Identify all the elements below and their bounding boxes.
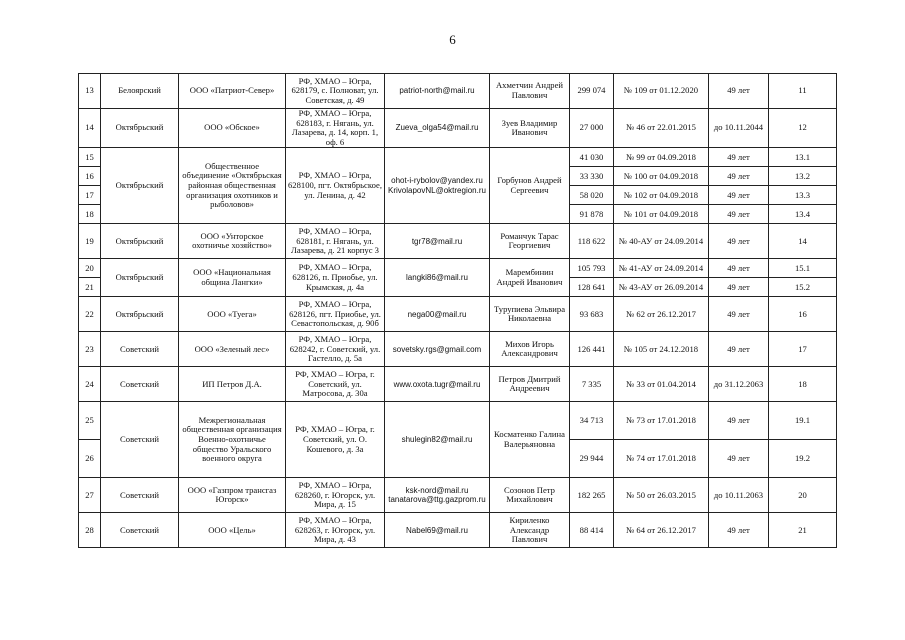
term-cell: 49 лет <box>709 167 769 186</box>
district-cell: Советский <box>101 332 179 367</box>
email-cell[interactable]: nega00@mail.ru <box>385 297 490 332</box>
map-number-cell: 16 <box>769 297 837 332</box>
map-number-cell: 18 <box>769 367 837 402</box>
agreement-cell: № 33 от 01.04.2014 <box>614 367 709 402</box>
row-number-cell: 28 <box>79 513 101 548</box>
map-number-cell: 19.1 <box>769 402 837 440</box>
map-number-cell: 19.2 <box>769 440 837 478</box>
area-cell: 41 030 <box>570 148 614 167</box>
term-cell: 49 лет <box>709 297 769 332</box>
organization-cell: ООО «Обское» <box>179 109 286 148</box>
row-number-cell: 26 <box>79 440 101 478</box>
district-cell: Октябрьский <box>101 259 179 297</box>
district-cell: Советский <box>101 478 179 513</box>
email-cell[interactable]: shulegin82@mail.ru <box>385 402 490 478</box>
area-cell: 128 641 <box>570 278 614 297</box>
table-row <box>79 259 837 278</box>
map-number-cell: 17 <box>769 332 837 367</box>
agreement-cell: № 40-АУ от 24.09.2014 <box>614 224 709 259</box>
organization-cell: ООО «Цель» <box>179 513 286 548</box>
term-cell: 49 лет <box>709 513 769 548</box>
row-number-cell: 13 <box>79 74 101 109</box>
row-number-cell: 21 <box>79 278 101 297</box>
table-row <box>79 478 837 513</box>
district-cell: Октябрьский <box>101 297 179 332</box>
map-number-cell: 13.3 <box>769 186 837 205</box>
term-cell: 49 лет <box>709 148 769 167</box>
map-number-cell: 15.2 <box>769 278 837 297</box>
address-cell: РФ, ХМАО – Югра, 628181, г. Нягань, ул. Лазарева, д. 21 корпус 3 <box>286 224 385 259</box>
table-row <box>79 148 837 167</box>
area-cell: 34 713 <box>570 402 614 440</box>
area-cell: 126 441 <box>570 332 614 367</box>
term-cell: 49 лет <box>709 74 769 109</box>
table-row <box>79 109 837 148</box>
term-cell: 49 лет <box>709 224 769 259</box>
address-cell: РФ, ХМАО – Югра, 628263, г. Югорск, ул. Мира, д. 43 <box>286 513 385 548</box>
organization-cell: ИП Петров Д.А. <box>179 367 286 402</box>
row-number-cell: 25 <box>79 402 101 440</box>
row-number-cell: 16 <box>79 167 101 186</box>
organization-cell: Общественное объединение «Октябрьская районная общественная организация охотников и рыболовов» <box>179 148 286 224</box>
term-cell: 49 лет <box>709 278 769 297</box>
head-cell: Петров Дмитрий Андреевич <box>490 367 570 402</box>
head-cell: Зуев Владимир Иванович <box>490 109 570 148</box>
head-cell: Михов Игорь Александрович <box>490 332 570 367</box>
agreement-cell: № 74 от 17.01.2018 <box>614 440 709 478</box>
organization-cell: ООО «Патриот-Север» <box>179 74 286 109</box>
area-cell: 7 335 <box>570 367 614 402</box>
district-cell: Советский <box>101 402 179 478</box>
email-cell[interactable]: sovetsky.rgs@gmail.com <box>385 332 490 367</box>
agreement-cell: № 73 от 17.01.2018 <box>614 402 709 440</box>
head-cell: Ахметчин Андрей Павлович <box>490 74 570 109</box>
district-cell: Октябрьский <box>101 109 179 148</box>
email-cell[interactable]: patriot-north@mail.ru <box>385 74 490 109</box>
district-cell: Октябрьский <box>101 224 179 259</box>
agreement-cell: № 109 от 01.12.2020 <box>614 74 709 109</box>
table-row <box>79 224 837 259</box>
email-cell[interactable]: tgr78@mail.ru <box>385 224 490 259</box>
term-cell: 49 лет <box>709 440 769 478</box>
table-row <box>79 513 837 548</box>
head-cell: Кириленко Александр Павлович <box>490 513 570 548</box>
head-cell: Турупиева Эльвира Николаевна <box>490 297 570 332</box>
row-number-cell: 15 <box>79 148 101 167</box>
hunting-grounds-table <box>78 73 837 548</box>
agreement-cell: № 105 от 24.12.2018 <box>614 332 709 367</box>
address-cell: РФ, ХМАО – Югра, г. Советский, ул. Матросова, д. 30а <box>286 367 385 402</box>
map-number-cell: 15.1 <box>769 259 837 278</box>
table-row <box>79 297 837 332</box>
organization-cell: ООО «Газпром трансгаз Югорск» <box>179 478 286 513</box>
map-number-cell: 11 <box>769 74 837 109</box>
term-cell: 49 лет <box>709 402 769 440</box>
area-cell: 299 074 <box>570 74 614 109</box>
table-row <box>79 402 837 440</box>
table-row <box>79 74 837 109</box>
district-cell: Октябрьский <box>101 148 179 224</box>
map-number-cell: 13.4 <box>769 205 837 224</box>
address-cell: РФ, ХМАО – Югра, 628183, г. Нягань, ул. Лазарева, д. 14, корп. 1, оф. 6 <box>286 109 385 148</box>
term-cell: до 10.11.2044 <box>709 109 769 148</box>
address-cell: РФ, ХМАО – Югра, г. Советский, ул. О. Кошевого, д. 3а <box>286 402 385 478</box>
row-number-cell: 20 <box>79 259 101 278</box>
agreement-cell: № 62 от 26.12.2017 <box>614 297 709 332</box>
row-number-cell: 14 <box>79 109 101 148</box>
address-cell: РФ, ХМАО – Югра, 628126, п. Приобье, ул. Крымская, д. 4а <box>286 259 385 297</box>
email-cell[interactable]: Zueva_olga54@mail.ru <box>385 109 490 148</box>
row-number-cell: 19 <box>79 224 101 259</box>
head-cell: Марембинин Андрей Иванович <box>490 259 570 297</box>
agreement-cell: № 43-АУ от 26.09.2014 <box>614 278 709 297</box>
agreement-cell: № 64 от 26.12.2017 <box>614 513 709 548</box>
district-cell: Белоярский <box>101 74 179 109</box>
district-cell: Советский <box>101 513 179 548</box>
district-cell: Советский <box>101 367 179 402</box>
address-cell: РФ, ХМАО – Югра, 628260, г. Югорск, ул. Мира, д. 15 <box>286 478 385 513</box>
area-cell: 182 265 <box>570 478 614 513</box>
area-cell: 91 878 <box>570 205 614 224</box>
area-cell: 27 000 <box>570 109 614 148</box>
row-number-cell: 22 <box>79 297 101 332</box>
map-number-cell: 12 <box>769 109 837 148</box>
agreement-cell: № 101 от 04.09.2018 <box>614 205 709 224</box>
email-cell[interactable]: ksk-nord@mail.ru tanatarova@ttg.gazprom.ru <box>385 478 490 513</box>
area-cell: 58 020 <box>570 186 614 205</box>
organization-cell: ООО «Зеленый лес» <box>179 332 286 367</box>
term-cell: 49 лет <box>709 205 769 224</box>
head-cell: Романчук Тарас Георгиевич <box>490 224 570 259</box>
area-cell: 105 793 <box>570 259 614 278</box>
term-cell: до 10.11.2063 <box>709 478 769 513</box>
agreement-cell: № 102 от 04.09.2018 <box>614 186 709 205</box>
email-cell[interactable]: www.oxota.tugr@mail.ru <box>385 367 490 402</box>
organization-cell: ООО «Унторское охотничье хозяйство» <box>179 224 286 259</box>
area-cell: 118 622 <box>570 224 614 259</box>
row-number-cell: 18 <box>79 205 101 224</box>
row-number-cell: 23 <box>79 332 101 367</box>
row-number-cell: 17 <box>79 186 101 205</box>
email-cell[interactable]: Nabel69@mail.ru <box>385 513 490 548</box>
agreement-cell: № 41-АУ от 24.09.2014 <box>614 259 709 278</box>
table-body <box>79 74 837 548</box>
area-cell: 33 330 <box>570 167 614 186</box>
map-number-cell: 20 <box>769 478 837 513</box>
head-cell: Горбунов Андрей Сергеевич <box>490 148 570 224</box>
table-row <box>79 332 837 367</box>
agreement-cell: № 99 от 04.09.2018 <box>614 148 709 167</box>
table-row <box>79 367 837 402</box>
agreement-cell: № 50 от 26.03.2015 <box>614 478 709 513</box>
row-number-cell: 27 <box>79 478 101 513</box>
map-number-cell: 13.2 <box>769 167 837 186</box>
area-cell: 88 414 <box>570 513 614 548</box>
email-cell[interactable]: ohot-i-rybolov@yandex.ru KrivolapovNL@oktregion.ru <box>385 148 490 224</box>
address-cell: РФ, ХМАО – Югра, 628242, г. Советский, ул. Гастелло, д. 5а <box>286 332 385 367</box>
row-number-cell: 24 <box>79 367 101 402</box>
area-cell: 93 683 <box>570 297 614 332</box>
head-cell: Созонов Петр Михайлович <box>490 478 570 513</box>
agreement-cell: № 100 от 04.09.2018 <box>614 167 709 186</box>
organization-cell: Межрегиональная общественная организация Военно-охотничье общество Уральского военного округа <box>179 402 286 478</box>
map-number-cell: 14 <box>769 224 837 259</box>
map-number-cell: 13.1 <box>769 148 837 167</box>
term-cell: 49 лет <box>709 259 769 278</box>
term-cell: до 31.12.2063 <box>709 367 769 402</box>
organization-cell: ООО «Национальная община Лангки» <box>179 259 286 297</box>
address-cell: РФ, ХМАО – Югра, 628100, пгт. Октябрьское, ул. Ленина, д. 42 <box>286 148 385 224</box>
address-cell: РФ, ХМАО – Югра, 628179, с. Полноват, ул. Советская, д. 49 <box>286 74 385 109</box>
term-cell: 49 лет <box>709 186 769 205</box>
address-cell: РФ, ХМАО – Югра, 628126, пгт. Приобье, ул. Севастопольская, д. 90б <box>286 297 385 332</box>
page-number: 6 <box>449 32 456 47</box>
head-cell: Косматенко Галина Валерьяновна <box>490 402 570 478</box>
agreement-cell: № 46 от 22.01.2015 <box>614 109 709 148</box>
term-cell: 49 лет <box>709 332 769 367</box>
area-cell: 29 944 <box>570 440 614 478</box>
email-cell[interactable]: langki86@mail.ru <box>385 259 490 297</box>
organization-cell: ООО «Туега» <box>179 297 286 332</box>
map-number-cell: 21 <box>769 513 837 548</box>
